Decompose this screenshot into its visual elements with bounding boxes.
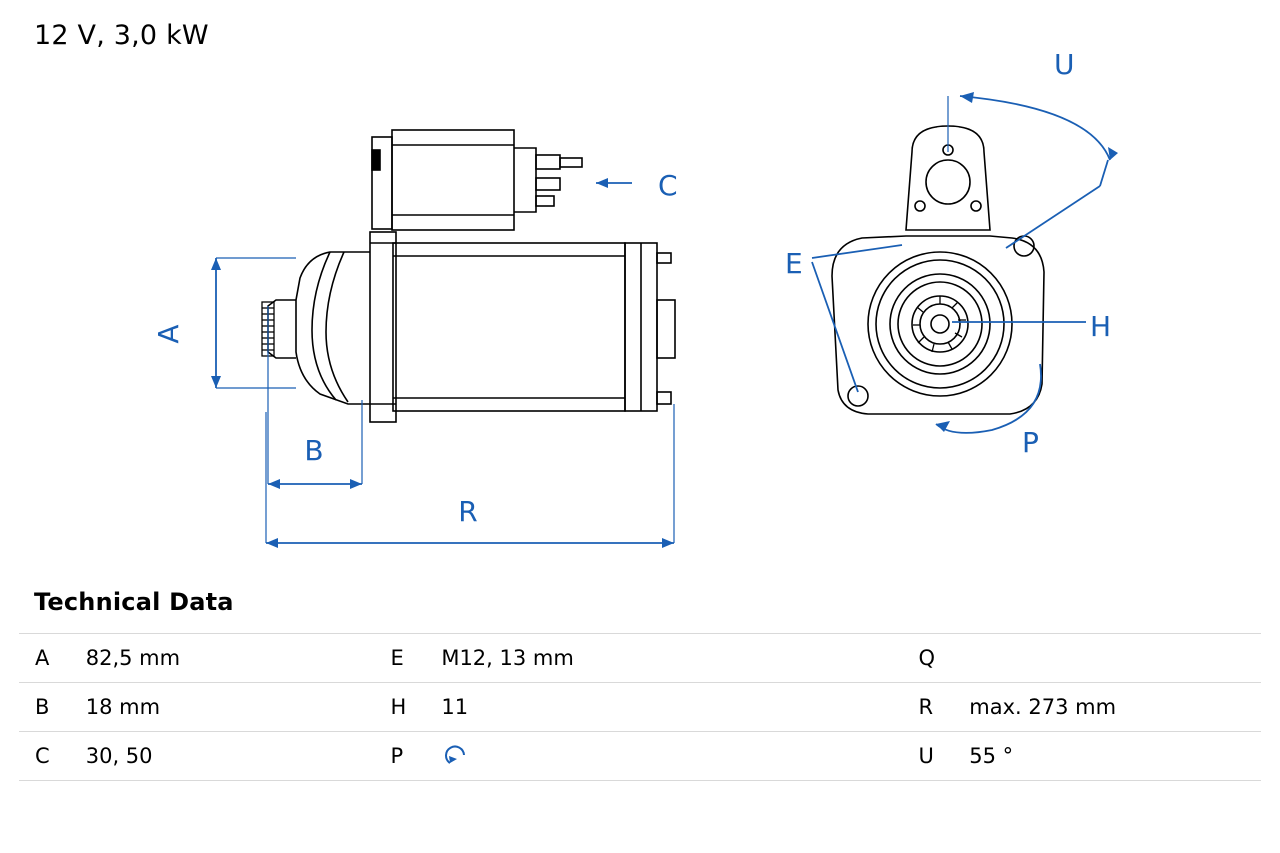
row-value-p — [427, 732, 902, 781]
row-key-a: A — [19, 634, 72, 683]
row-value-u: 55 ° — [955, 732, 1261, 781]
row-value-e: M12, 13 mm — [427, 634, 902, 683]
row-key-e: E — [375, 634, 428, 683]
label-a: A — [152, 324, 185, 344]
row-value-r: max. 273 mm — [955, 683, 1261, 732]
technical-data-table — [19, 633, 1261, 781]
row-value-b: 18 mm — [72, 683, 375, 732]
page-title: 12 V, 3,0 kW — [34, 20, 209, 51]
row-key-p: P — [375, 732, 428, 781]
row-key-q: Q — [902, 634, 955, 683]
row-value-c: 30, 50 — [72, 732, 375, 781]
table-row — [19, 634, 1261, 683]
label-e: E — [785, 247, 803, 280]
row-value-q — [955, 634, 1261, 683]
label-r: R — [458, 495, 478, 528]
row-value-a: 82,5 mm — [72, 634, 375, 683]
row-value-h: 11 — [427, 683, 902, 732]
label-c: C — [658, 169, 678, 202]
label-u: U — [1054, 48, 1075, 81]
technical-data-heading: Technical Data — [34, 588, 234, 616]
row-key-c: C — [19, 732, 72, 781]
label-h: H — [1090, 310, 1112, 343]
label-p: P — [1022, 426, 1039, 459]
table-row — [19, 683, 1261, 732]
row-key-u: U — [902, 732, 955, 781]
row-key-h: H — [375, 683, 428, 732]
rotation-arrow-icon — [441, 741, 471, 771]
table-row — [19, 732, 1261, 781]
label-b: B — [304, 434, 324, 467]
row-key-b: B — [19, 683, 72, 732]
row-key-r: R — [902, 683, 955, 732]
